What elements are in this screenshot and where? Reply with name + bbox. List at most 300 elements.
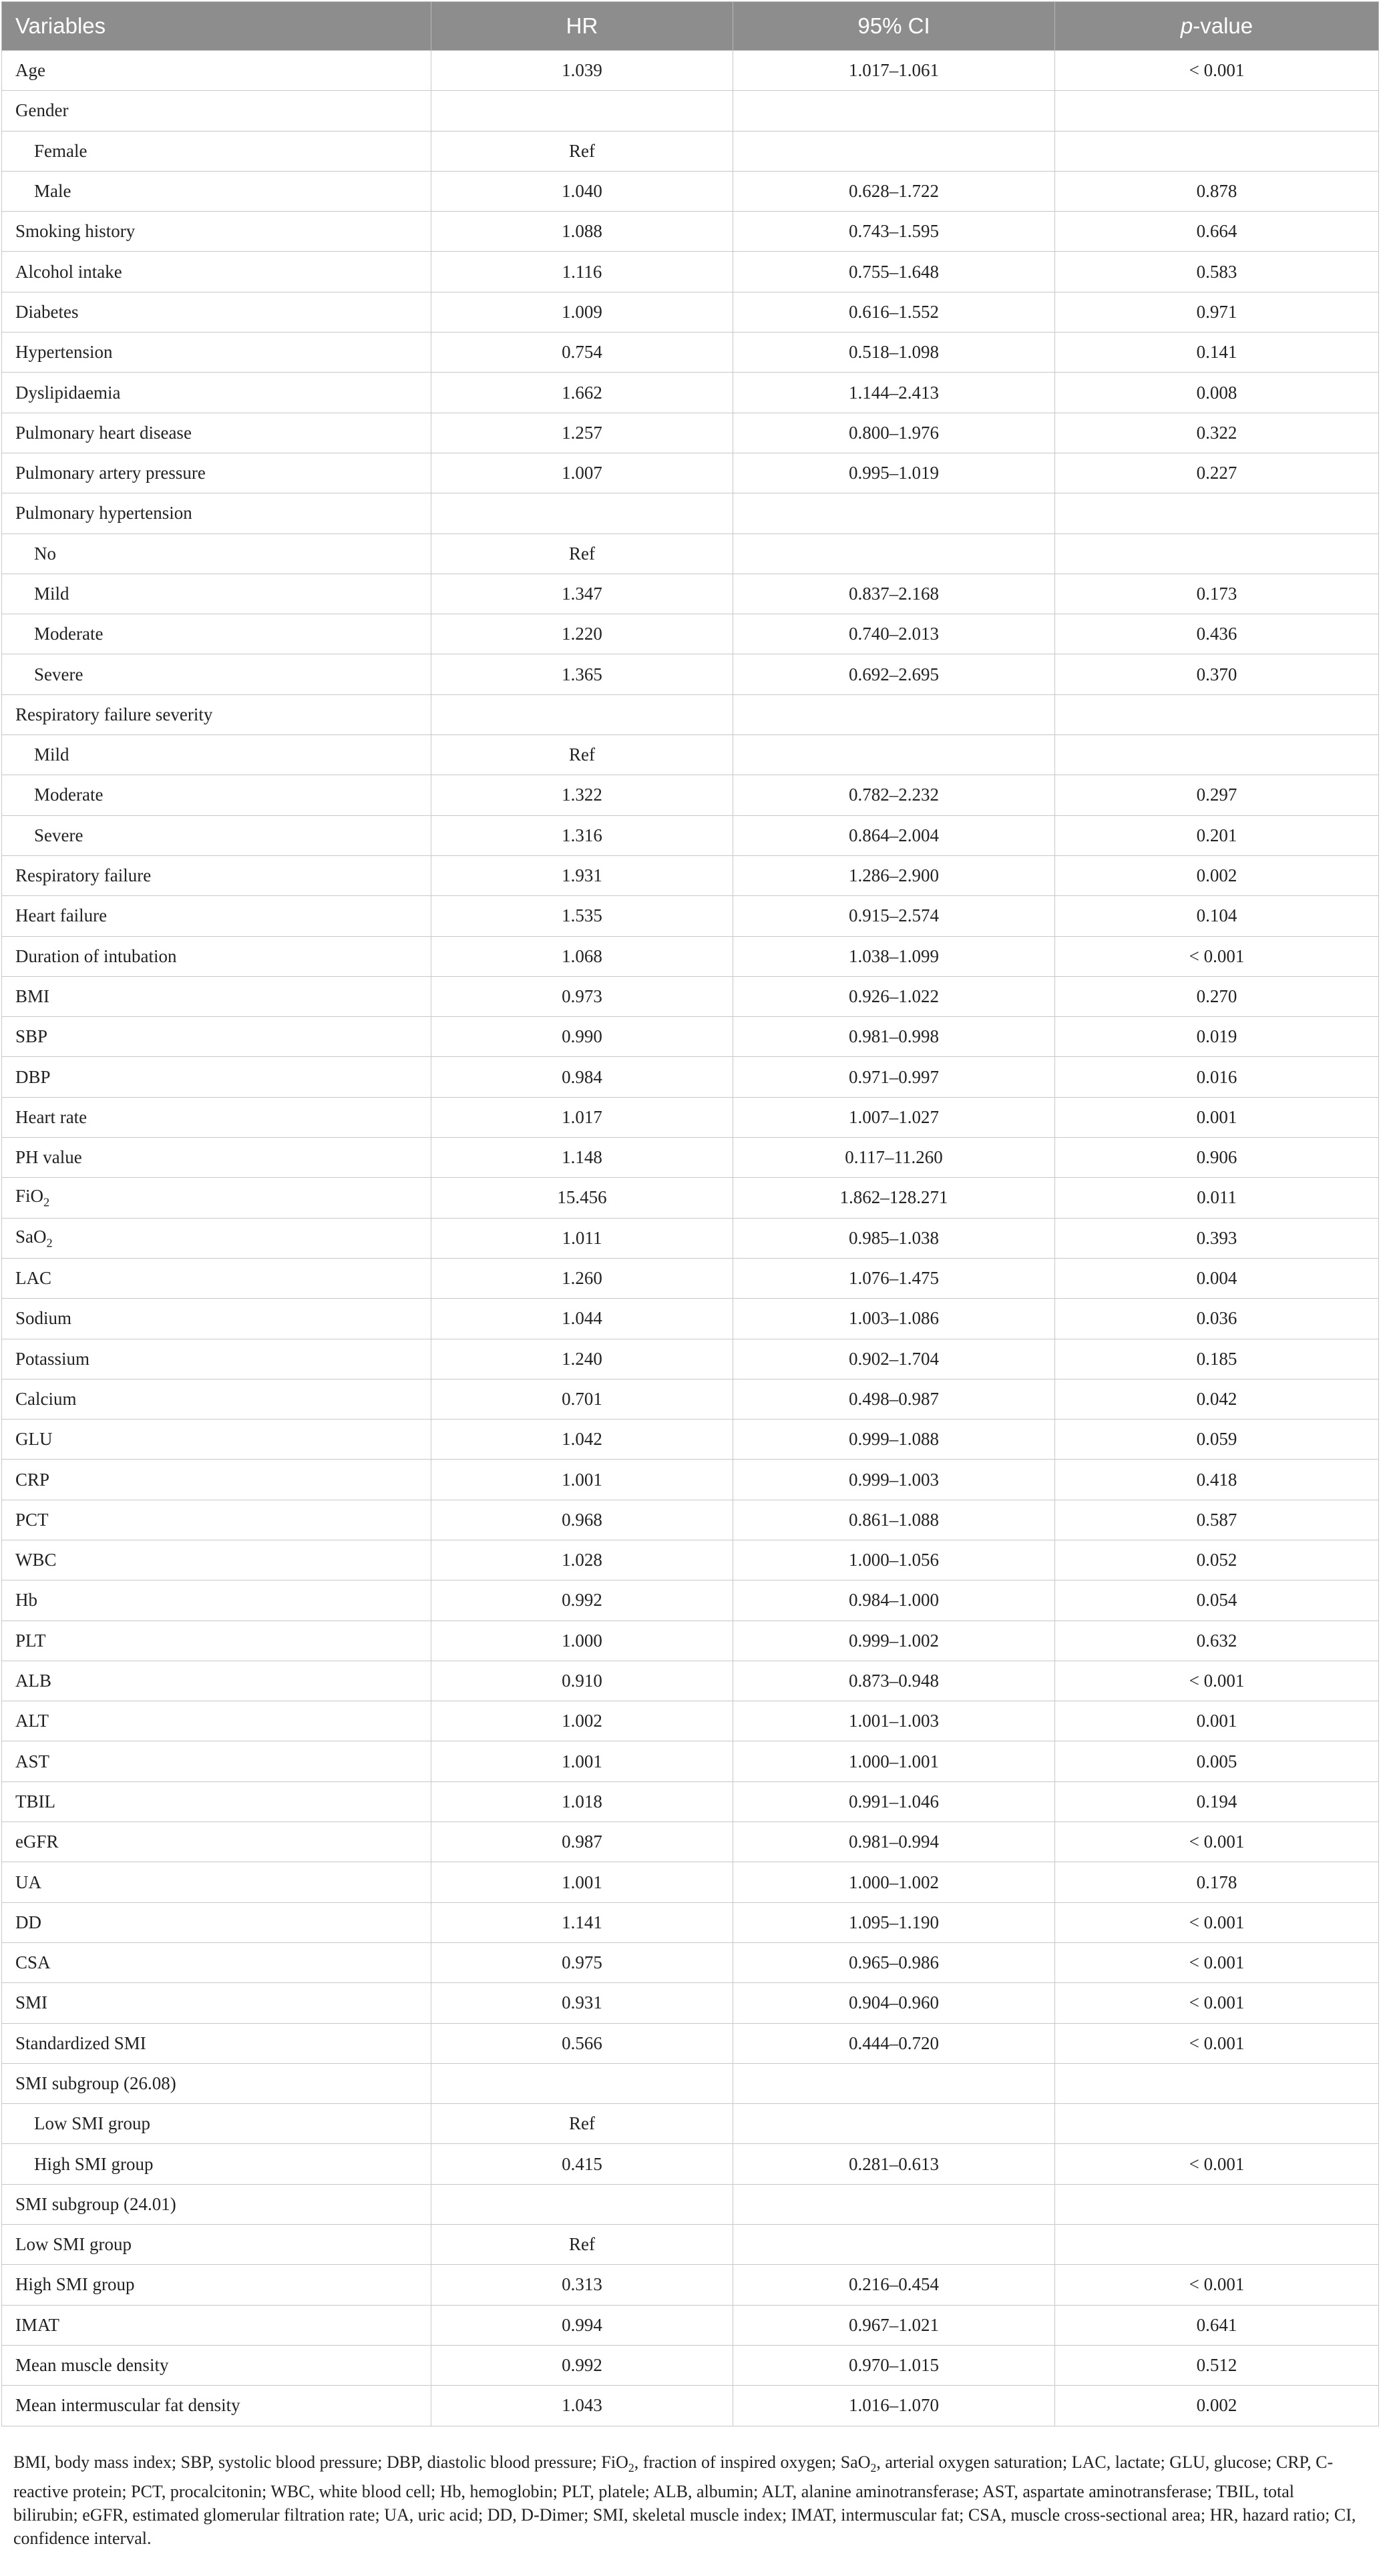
cell-p-value: < 0.001 bbox=[1055, 2265, 1379, 2305]
cell-p-value bbox=[1055, 694, 1379, 734]
cell-variable bbox=[2, 171, 431, 211]
cell-p-value: 0.664 bbox=[1055, 212, 1379, 252]
table-row bbox=[2, 2184, 1379, 2224]
cell-p-value: 0.201 bbox=[1055, 815, 1379, 855]
variable-label: Sodium bbox=[15, 1308, 72, 1329]
cell-ci: 0.117–11.260 bbox=[733, 1138, 1055, 1178]
cell-hr: 0.984 bbox=[431, 1057, 733, 1097]
cell-variable bbox=[2, 333, 431, 373]
cell-ci: 1.001–1.003 bbox=[733, 1701, 1055, 1741]
cell-ci: 1.000–1.002 bbox=[733, 1862, 1055, 1902]
cell-p-value: 0.971 bbox=[1055, 292, 1379, 332]
variable-label: Low SMI group bbox=[34, 2113, 150, 2134]
cell-p-value bbox=[1055, 91, 1379, 131]
cell-hr: 1.043 bbox=[431, 2386, 733, 2426]
cell-ci: 1.144–2.413 bbox=[733, 373, 1055, 413]
cell-variable bbox=[2, 694, 431, 734]
cell-variable bbox=[2, 1500, 431, 1540]
cell-ci: 0.864–2.004 bbox=[733, 815, 1055, 855]
variable-label: ALT bbox=[15, 1711, 49, 1731]
cell-ci: 1.038–1.099 bbox=[733, 936, 1055, 976]
table-row bbox=[2, 1621, 1379, 1661]
cell-hr: 1.240 bbox=[431, 1339, 733, 1379]
variable-label: Calcium bbox=[15, 1388, 77, 1409]
variable-label: BMI bbox=[15, 986, 50, 1006]
cell-ci: 1.007–1.027 bbox=[733, 1097, 1055, 1137]
cell-p-value: 0.001 bbox=[1055, 1097, 1379, 1137]
footnote-sub2: 2 bbox=[870, 2461, 877, 2475]
table-row bbox=[2, 2144, 1379, 2184]
variable-label: SMI subgroup (24.01) bbox=[15, 2193, 176, 2214]
cell-ci: 1.003–1.086 bbox=[733, 1299, 1055, 1339]
cell-p-value: 0.019 bbox=[1055, 1017, 1379, 1057]
cell-hr: 1.931 bbox=[431, 855, 733, 895]
variable-label: High SMI group bbox=[15, 2274, 135, 2295]
variable-label: Moderate bbox=[34, 785, 104, 805]
cell-hr: 0.987 bbox=[431, 1822, 733, 1862]
variable-label: GLU bbox=[15, 1429, 53, 1450]
variable-label: Alcohol intake bbox=[15, 261, 122, 282]
variable-label: Dyslipidaemia bbox=[15, 382, 121, 403]
cell-variable bbox=[2, 212, 431, 252]
table-row bbox=[2, 1781, 1379, 1821]
cell-ci: 0.873–0.948 bbox=[733, 1661, 1055, 1701]
variable-label: Low SMI group bbox=[15, 2234, 132, 2255]
cell-hr: 1.042 bbox=[431, 1420, 733, 1460]
cell-ci bbox=[733, 694, 1055, 734]
table-row bbox=[2, 1500, 1379, 1540]
variable-label: SMI bbox=[15, 1992, 48, 2013]
cell-variable bbox=[2, 91, 431, 131]
table-row bbox=[2, 2305, 1379, 2345]
variable-label: Male bbox=[34, 181, 71, 202]
cell-hr: 1.001 bbox=[431, 1460, 733, 1500]
cell-hr: 0.415 bbox=[431, 2144, 733, 2184]
table-row bbox=[2, 2104, 1379, 2144]
cell-ci: 1.076–1.475 bbox=[733, 1258, 1055, 1298]
cell-variable bbox=[2, 1621, 431, 1661]
cell-ci: 0.999–1.002 bbox=[733, 1621, 1055, 1661]
cell-variable bbox=[2, 1741, 431, 1781]
cell-hr: 1.002 bbox=[431, 1701, 733, 1741]
cell-variable bbox=[2, 855, 431, 895]
table-row bbox=[2, 1741, 1379, 1781]
table-row bbox=[2, 493, 1379, 533]
cell-ci bbox=[733, 131, 1055, 171]
cell-ci bbox=[733, 493, 1055, 533]
cell-ci: 0.782–2.232 bbox=[733, 775, 1055, 815]
cell-p-value: 0.004 bbox=[1055, 1258, 1379, 1298]
table-row bbox=[2, 2225, 1379, 2265]
cell-hr: 1.017 bbox=[431, 1097, 733, 1137]
cell-hr: 1.040 bbox=[431, 171, 733, 211]
cell-variable bbox=[2, 131, 431, 171]
cell-p-value: 0.194 bbox=[1055, 1781, 1379, 1821]
variable-label: Severe bbox=[34, 825, 83, 845]
cell-p-value: 0.141 bbox=[1055, 333, 1379, 373]
cell-hr: 0.973 bbox=[431, 976, 733, 1016]
cell-variable bbox=[2, 1902, 431, 1942]
cell-p-value: 0.005 bbox=[1055, 1741, 1379, 1781]
cell-hr: 0.701 bbox=[431, 1379, 733, 1419]
cell-variable bbox=[2, 51, 431, 91]
table-row bbox=[2, 1178, 1379, 1218]
variable-label: IMAT bbox=[15, 2314, 59, 2335]
cell-p-value: < 0.001 bbox=[1055, 1661, 1379, 1701]
cell-p-value: 0.583 bbox=[1055, 252, 1379, 292]
cell-variable bbox=[2, 574, 431, 614]
footnote-part1: BMI, body mass index; SBP, systolic blood pressure; DBP, diastolic blood pressure; FiO bbox=[13, 2452, 628, 2472]
table-row bbox=[2, 694, 1379, 734]
cell-p-value: 0.002 bbox=[1055, 855, 1379, 895]
variable-label: Mild bbox=[34, 584, 69, 604]
header-row bbox=[2, 2, 1379, 51]
table-row bbox=[2, 936, 1379, 976]
cell-ci: 0.981–0.998 bbox=[733, 1017, 1055, 1057]
table-row bbox=[2, 1339, 1379, 1379]
table-row bbox=[2, 815, 1379, 855]
variable-label: PLT bbox=[15, 1630, 46, 1651]
cell-variable bbox=[2, 2144, 431, 2184]
table-row bbox=[2, 1983, 1379, 2023]
variable-label-subscript: 2 bbox=[46, 1235, 53, 1249]
header-ci: 95% CI bbox=[733, 2, 1055, 51]
table-row bbox=[2, 1420, 1379, 1460]
cell-p-value: 0.227 bbox=[1055, 453, 1379, 493]
table-row bbox=[2, 1942, 1379, 1982]
cell-variable bbox=[2, 936, 431, 976]
cell-ci: 0.692–2.695 bbox=[733, 654, 1055, 694]
cell-p-value bbox=[1055, 131, 1379, 171]
table-row bbox=[2, 1218, 1379, 1258]
table-row bbox=[2, 1379, 1379, 1419]
cell-p-value bbox=[1055, 2225, 1379, 2265]
cell-p-value: 0.178 bbox=[1055, 1862, 1379, 1902]
table-row bbox=[2, 51, 1379, 91]
cell-hr bbox=[431, 493, 733, 533]
cell-hr: 0.975 bbox=[431, 1942, 733, 1982]
cell-variable bbox=[2, 654, 431, 694]
table-header bbox=[2, 2, 1379, 51]
table-row bbox=[2, 333, 1379, 373]
table-row bbox=[2, 373, 1379, 413]
header-p-value bbox=[1055, 2, 1379, 51]
table-row bbox=[2, 1057, 1379, 1097]
table-row bbox=[2, 413, 1379, 453]
cell-hr: Ref bbox=[431, 131, 733, 171]
table-row bbox=[2, 1822, 1379, 1862]
variable-label: ALB bbox=[15, 1671, 51, 1691]
table-row bbox=[2, 1661, 1379, 1701]
cell-p-value: 0.008 bbox=[1055, 373, 1379, 413]
cell-p-value: 0.173 bbox=[1055, 574, 1379, 614]
cell-variable bbox=[2, 493, 431, 533]
cell-variable bbox=[2, 2225, 431, 2265]
cell-hr bbox=[431, 2063, 733, 2103]
variable-label: WBC bbox=[15, 1550, 57, 1570]
variable-label: Moderate bbox=[34, 624, 104, 644]
variable-label: Smoking history bbox=[15, 221, 136, 242]
cell-ci: 0.837–2.168 bbox=[733, 574, 1055, 614]
table-row bbox=[2, 1460, 1379, 1500]
cell-variable bbox=[2, 373, 431, 413]
cell-hr: 1.322 bbox=[431, 775, 733, 815]
cell-ci: 0.965–0.986 bbox=[733, 1942, 1055, 1982]
cell-ci: 1.000–1.001 bbox=[733, 1741, 1055, 1781]
table-row bbox=[2, 735, 1379, 775]
variable-label: Heart failure bbox=[15, 905, 108, 926]
table-row bbox=[2, 2265, 1379, 2305]
cell-p-value: 0.270 bbox=[1055, 976, 1379, 1016]
cell-variable bbox=[2, 1258, 431, 1298]
cell-ci: 0.967–1.021 bbox=[733, 2305, 1055, 2345]
cell-ci: 0.902–1.704 bbox=[733, 1339, 1055, 1379]
cell-p-value bbox=[1055, 2063, 1379, 2103]
header-p-rest: -value bbox=[1193, 13, 1253, 38]
cell-variable bbox=[2, 1661, 431, 1701]
cell-hr: 1.000 bbox=[431, 1621, 733, 1661]
variable-label: Diabetes bbox=[15, 301, 79, 322]
cell-hr: 1.001 bbox=[431, 1862, 733, 1902]
cell-variable bbox=[2, 976, 431, 1016]
table-footnote bbox=[13, 2450, 1362, 2550]
table-row bbox=[2, 1138, 1379, 1178]
cell-variable bbox=[2, 413, 431, 453]
cell-ci: 0.991–1.046 bbox=[733, 1781, 1055, 1821]
cell-variable bbox=[2, 2023, 431, 2063]
cell-hr: 1.044 bbox=[431, 1299, 733, 1339]
cell-hr: Ref bbox=[431, 533, 733, 574]
variable-label: Mild bbox=[34, 744, 69, 765]
table-row bbox=[2, 1580, 1379, 1621]
cell-variable bbox=[2, 1339, 431, 1379]
table-row bbox=[2, 574, 1379, 614]
cell-hr: 1.116 bbox=[431, 252, 733, 292]
cell-ci bbox=[733, 2063, 1055, 2103]
cell-hr bbox=[431, 91, 733, 131]
cell-hr: 0.754 bbox=[431, 333, 733, 373]
variable-label: CRP bbox=[15, 1469, 50, 1490]
cell-ci: 0.999–1.003 bbox=[733, 1460, 1055, 1500]
cell-hr bbox=[431, 2184, 733, 2224]
variable-label: Hb bbox=[15, 1590, 37, 1611]
cell-p-value: 0.054 bbox=[1055, 1580, 1379, 1621]
variable-label: No bbox=[34, 543, 56, 564]
cell-p-value: < 0.001 bbox=[1055, 2023, 1379, 2063]
cell-variable bbox=[2, 1178, 431, 1218]
cell-hr: 1.001 bbox=[431, 1741, 733, 1781]
cell-p-value: < 0.001 bbox=[1055, 1942, 1379, 1982]
cell-variable bbox=[2, 1420, 431, 1460]
table-row bbox=[2, 533, 1379, 574]
variable-label: High SMI group bbox=[34, 2153, 154, 2174]
cell-p-value bbox=[1055, 533, 1379, 574]
variable-label: Mean muscle density bbox=[15, 2355, 169, 2376]
cell-p-value: < 0.001 bbox=[1055, 51, 1379, 91]
cell-variable bbox=[2, 815, 431, 855]
variable-label: Pulmonary heart disease bbox=[15, 422, 192, 443]
table-row bbox=[2, 654, 1379, 694]
cell-hr: Ref bbox=[431, 2225, 733, 2265]
variable-label: PCT bbox=[15, 1509, 49, 1530]
cell-p-value: 0.370 bbox=[1055, 654, 1379, 694]
cell-hr: 0.992 bbox=[431, 2345, 733, 2385]
cell-ci: 0.926–1.022 bbox=[733, 976, 1055, 1016]
table-row bbox=[2, 1902, 1379, 1942]
table-row bbox=[2, 292, 1379, 332]
cell-ci: 0.999–1.088 bbox=[733, 1420, 1055, 1460]
cell-hr: 0.968 bbox=[431, 1500, 733, 1540]
cell-ci: 1.000–1.056 bbox=[733, 1540, 1055, 1580]
table-row bbox=[2, 1097, 1379, 1137]
variable-label: UA bbox=[15, 1872, 41, 1892]
cell-p-value: 0.418 bbox=[1055, 1460, 1379, 1500]
cell-p-value: 0.512 bbox=[1055, 2345, 1379, 2385]
cell-variable bbox=[2, 2345, 431, 2385]
cell-ci: 0.216–0.454 bbox=[733, 2265, 1055, 2305]
cell-p-value: 0.641 bbox=[1055, 2305, 1379, 2345]
table-row bbox=[2, 2386, 1379, 2426]
cell-variable bbox=[2, 1138, 431, 1178]
cell-p-value: 0.297 bbox=[1055, 775, 1379, 815]
cell-hr: 1.148 bbox=[431, 1138, 733, 1178]
cell-p-value bbox=[1055, 735, 1379, 775]
cell-ci bbox=[733, 2104, 1055, 2144]
variable-label: Respiratory failure bbox=[15, 865, 152, 886]
variable-label: Age bbox=[15, 60, 45, 81]
cell-variable bbox=[2, 1983, 431, 2023]
cell-p-value: 0.632 bbox=[1055, 1621, 1379, 1661]
cell-variable bbox=[2, 735, 431, 775]
variable-label: DD bbox=[15, 1912, 41, 1932]
cell-variable bbox=[2, 1097, 431, 1137]
footnote-part3: , arterial oxygen saturation; LAC, lactate; GLU, glucose; CRP, C-reactive protein; PCT, procalcitonin; WBC, white blood cell; Hb, hemoglobin; PLT, platele; ALB, albumin; ALT, alanine aminotransferase; AST, aspartate aminotransferase; TBIL, total bilirubin; eGFR, estimated glomerular filtration rate; UA, uric acid; DD, D-Dimer; SMI, skeletal muscle index; IMAT, intermuscular fat; CSA, muscle cross-sectional area; HR, hazard ratio; CI, confidence interval. bbox=[13, 2452, 1356, 2549]
cell-p-value bbox=[1055, 2104, 1379, 2144]
cell-hr: 1.007 bbox=[431, 453, 733, 493]
cell-ci: 0.628–1.722 bbox=[733, 171, 1055, 211]
cell-ci: 0.985–1.038 bbox=[733, 1218, 1055, 1258]
cell-p-value: 0.104 bbox=[1055, 896, 1379, 936]
cell-variable bbox=[2, 1781, 431, 1821]
cell-variable bbox=[2, 292, 431, 332]
cell-ci: 0.915–2.574 bbox=[733, 896, 1055, 936]
variable-label: eGFR bbox=[15, 1832, 59, 1852]
cell-variable bbox=[2, 1580, 431, 1621]
cell-hr: 1.220 bbox=[431, 614, 733, 654]
variable-label: SMI subgroup (26.08) bbox=[15, 2073, 176, 2093]
table-row bbox=[2, 1299, 1379, 1339]
cell-hr: 1.347 bbox=[431, 574, 733, 614]
cell-hr: 1.535 bbox=[431, 896, 733, 936]
cell-ci: 0.971–0.997 bbox=[733, 1057, 1055, 1097]
variable-label: Female bbox=[34, 140, 87, 161]
cell-variable bbox=[2, 1701, 431, 1741]
cell-hr: 1.009 bbox=[431, 292, 733, 332]
cell-ci: 0.800–1.976 bbox=[733, 413, 1055, 453]
table-row bbox=[2, 1701, 1379, 1741]
cell-variable bbox=[2, 1540, 431, 1580]
cell-p-value: < 0.001 bbox=[1055, 2144, 1379, 2184]
footnote-part2: , fraction of inspired oxygen; SaO bbox=[634, 2452, 871, 2472]
variable-label-subscript: 2 bbox=[43, 1195, 50, 1209]
table-row bbox=[2, 976, 1379, 1016]
cell-p-value: 0.185 bbox=[1055, 1339, 1379, 1379]
cell-hr: 1.257 bbox=[431, 413, 733, 453]
cell-hr: 1.260 bbox=[431, 1258, 733, 1298]
cell-ci bbox=[733, 2225, 1055, 2265]
cell-hr: 0.910 bbox=[431, 1661, 733, 1701]
cell-hr: 0.566 bbox=[431, 2023, 733, 2063]
cell-hr: 0.990 bbox=[431, 1017, 733, 1057]
cell-hr: Ref bbox=[431, 2104, 733, 2144]
cell-p-value: 0.322 bbox=[1055, 413, 1379, 453]
table-row bbox=[2, 252, 1379, 292]
cell-p-value: < 0.001 bbox=[1055, 1902, 1379, 1942]
cell-variable bbox=[2, 2265, 431, 2305]
cell-p-value: 0.906 bbox=[1055, 1138, 1379, 1178]
cell-p-value: 0.059 bbox=[1055, 1420, 1379, 1460]
table-row bbox=[2, 91, 1379, 131]
cell-variable bbox=[2, 2305, 431, 2345]
cell-variable bbox=[2, 453, 431, 493]
cell-ci bbox=[733, 533, 1055, 574]
cell-variable bbox=[2, 1460, 431, 1500]
cell-ci: 0.904–0.960 bbox=[733, 1983, 1055, 2023]
cell-p-value: < 0.001 bbox=[1055, 1822, 1379, 1862]
cell-p-value: 0.001 bbox=[1055, 1701, 1379, 1741]
cell-p-value: 0.016 bbox=[1055, 1057, 1379, 1097]
table-row bbox=[2, 775, 1379, 815]
cell-variable bbox=[2, 1379, 431, 1419]
table-row bbox=[2, 131, 1379, 171]
variable-label: FiO bbox=[15, 1186, 44, 1207]
cell-variable bbox=[2, 2063, 431, 2103]
cell-ci bbox=[733, 735, 1055, 775]
table-row bbox=[2, 453, 1379, 493]
cell-ci: 1.016–1.070 bbox=[733, 2386, 1055, 2426]
cell-ci: 0.743–1.595 bbox=[733, 212, 1055, 252]
cell-variable bbox=[2, 896, 431, 936]
table-row bbox=[2, 2063, 1379, 2103]
variable-label: AST bbox=[15, 1751, 50, 1771]
cell-ci: 0.740–2.013 bbox=[733, 614, 1055, 654]
variable-label: PH value bbox=[15, 1147, 82, 1168]
cell-ci: 1.095–1.190 bbox=[733, 1902, 1055, 1942]
table-row bbox=[2, 1540, 1379, 1580]
cell-p-value: 0.587 bbox=[1055, 1500, 1379, 1540]
cell-ci: 0.518–1.098 bbox=[733, 333, 1055, 373]
cell-variable bbox=[2, 1218, 431, 1258]
variable-label: Pulmonary artery pressure bbox=[15, 463, 206, 483]
variable-label: Pulmonary hypertension bbox=[15, 503, 192, 523]
variable-label: DBP bbox=[15, 1066, 51, 1087]
cell-variable bbox=[2, 1017, 431, 1057]
cell-hr: Ref bbox=[431, 735, 733, 775]
cell-hr: 0.992 bbox=[431, 1580, 733, 1621]
cell-ci: 0.444–0.720 bbox=[733, 2023, 1055, 2063]
cell-p-value bbox=[1055, 493, 1379, 533]
cell-variable bbox=[2, 1862, 431, 1902]
variable-label: SBP bbox=[15, 1026, 48, 1047]
table-row bbox=[2, 212, 1379, 252]
hazard-ratio-table bbox=[1, 1, 1379, 2426]
cell-ci: 0.498–0.987 bbox=[733, 1379, 1055, 1419]
cell-p-value: 0.052 bbox=[1055, 1540, 1379, 1580]
table-row bbox=[2, 1017, 1379, 1057]
cell-variable bbox=[2, 1057, 431, 1097]
table-row bbox=[2, 2023, 1379, 2063]
cell-variable bbox=[2, 1822, 431, 1862]
